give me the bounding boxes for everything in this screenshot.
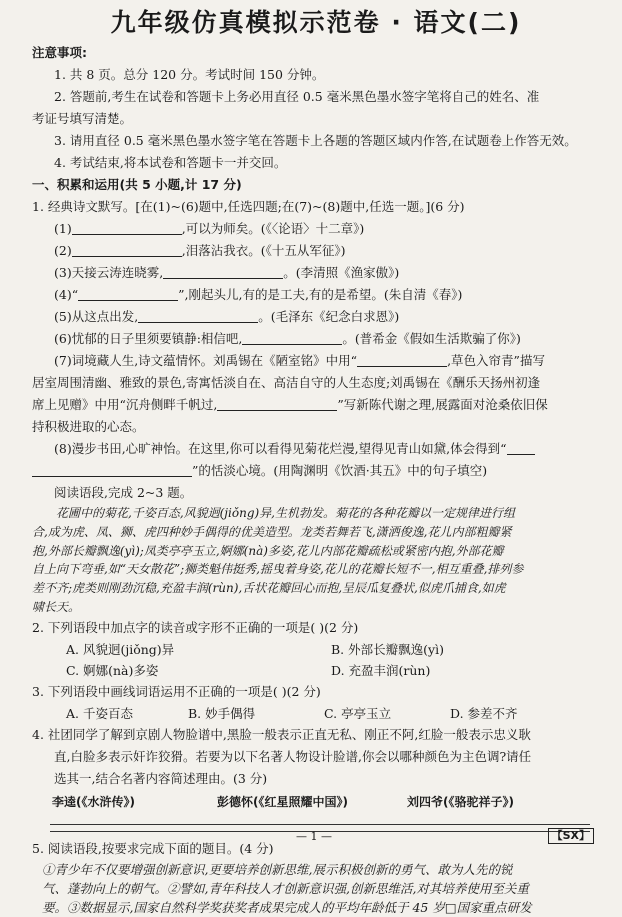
option-d[interactable]: D. 充盈丰润(rùn): [331, 662, 431, 678]
notice-line: 4. 考试结束,将本试卷和答题卡一并交回。: [54, 155, 287, 170]
passage-line: 花圃中的菊花,千姿百态,风貌迥(jiǒng)异,生机勃发。菊花的各种花瓣以一定规律进行组: [56, 506, 516, 520]
answer-blank[interactable]: [72, 243, 182, 257]
character-list: [32, 790, 600, 814]
fill-item: (7)词境藏人生,诗文蕴情怀。刘禹锡在《陋室铭》中用“ ,草色入帘青”描写: [54, 353, 545, 368]
option-c[interactable]: C. 婀娜(nà)多姿: [66, 662, 159, 678]
question-5: 5. 阅读语段,按要求完成下面的题目。(4 分): [32, 840, 274, 856]
fill-item: 席上见赠》中用“沉舟侧畔千帆过, ”写新陈代谢之理,展露面对沧桑依旧保: [32, 397, 548, 412]
notice-line: 考证号填写清楚。: [32, 111, 133, 126]
character-item: 李逵(《水浒传》): [52, 794, 135, 809]
question-4-cont: 选其一,结合名著内容简述理由。(3 分): [54, 770, 268, 786]
reading-intro: 阅读语段,完成 2~3 题。: [54, 485, 193, 500]
section-heading: 一、积累和运用(共 5 小题,计 17 分): [32, 177, 242, 192]
notice-line: 2. 答题前,考生在试卷和答题卡上务必用直径 0.5 毫米黑色墨水签字笔将自己的姓名、准: [54, 89, 540, 104]
fill-item: (5)从这点出发, 。(毛泽东《纪念白求恩》): [54, 309, 400, 324]
fill-item: (4)“ ”,刚起头儿,有的是工夫,有的是希望。(朱自清《春》): [54, 287, 463, 302]
question-1: 1. 经典诗文默写。[在(1)~(6)题中,任选四题;在(7)~(8)题中,任选一题。](6 分): [32, 199, 465, 214]
fill-item: (3)天接云涛连晓雾, 。(李清照《渔家傲》): [54, 265, 400, 280]
fill-item: (2) ,泪落沾我衣。(《十五从军征》): [54, 243, 346, 258]
page-number: — 1 —: [296, 830, 332, 843]
text-line: 持积极进取的心态。: [32, 419, 145, 434]
option-b[interactable]: B. 外部长瓣飘逸(yì): [331, 641, 444, 657]
fill-item: (6)忧郁的日子里须要镇静:相信吧, 。(普希金《假如生活欺骗了你》): [54, 331, 521, 346]
option-b[interactable]: B. 妙手偶得: [188, 705, 256, 721]
passage-line: 合,成为虎、凤、狮、虎四种妙手偶得的优美造型。龙类若舞若飞,潇洒俊逸,花儿内部粗瓣紧: [32, 524, 512, 539]
paper-code: 【SX】: [548, 828, 594, 844]
notice-line: 3. 请用直径 0.5 毫米黑色墨水签字笔在答题卡上各题的答题区域内作答,在试题卷上作答无效。: [54, 133, 577, 148]
options-q3: [32, 703, 600, 724]
answer-blank[interactable]: [78, 287, 178, 301]
option-c[interactable]: C. 亭亭玉立: [324, 705, 392, 721]
answer-blank[interactable]: [163, 265, 283, 279]
answer-line[interactable]: [50, 814, 590, 825]
passage-line: 啸长天。: [32, 599, 81, 614]
character-item: 彭德怀(《红星照耀中国》): [217, 794, 348, 809]
options-q2: [32, 639, 600, 660]
option-a[interactable]: A. 风貌迥(jiǒng)异: [66, 641, 175, 657]
answer-blank[interactable]: [242, 331, 342, 345]
answer-blank[interactable]: [507, 441, 535, 455]
page-title: 九年级仿真模拟示范卷 · 语文(二): [110, 8, 522, 37]
passage-line: 自上向下弯垂,如“天女散花”;狮类魁伟挺秀,摇曳着身姿,花儿的花瓣长短不一,相互重叠,排列参: [32, 562, 524, 577]
answer-blank[interactable]: [138, 309, 258, 323]
option-d[interactable]: D. 参差不齐: [450, 705, 518, 721]
question-3: 3. 下列语段中画线词语运用不正确的一项是( )(2 分): [32, 683, 321, 699]
q5-text-line: 气、蓬勃向上的朝气。②譬如,青年科技人才创新意识强,创新思维活,对其培养使用至关重: [42, 880, 529, 896]
fill-item: (1) ,可以为师矣。(《〈论语〉十二章》): [54, 221, 365, 236]
answer-blank[interactable]: [72, 221, 182, 235]
fill-item: ”的恬淡心境。(用陶渊明《饮酒·其五》中的句子填空): [32, 460, 600, 482]
notice-line: 1. 共 8 页。总分 120 分。考试时间 150 分钟。: [54, 67, 325, 82]
passage-line: 差不齐;虎类则刚劲沉稳,充盈丰润(rùn),舌状花瓣回心而抱,呈辰瓜复叠状,似虎爪捕食,如虎: [32, 581, 506, 596]
passage-line: 抱,外部长瓣飘逸(yì);凤类亭亭玉立,婀娜(nà)多姿,花儿内部花瓣疏松或紧密内抱,外部花瓣: [32, 543, 504, 558]
q5-text-line: 要。③数据显示,国家自然科学奖获奖者成果完成人的平均年龄低于 45 岁□国家重点研发: [42, 899, 532, 915]
answer-blank[interactable]: [217, 397, 337, 411]
fill-item: (8)漫步书田,心旷神怡。在这里,你可以看得见菊花烂漫,望得见青山如黛,体会得到“: [32, 438, 600, 460]
question-4: 4. 社团同学了解到京剧人物脸谱中,黑脸一般表示正直无私、刚正不阿,红脸一般表示忠义耿: [32, 726, 531, 742]
option-a[interactable]: A. 千姿百态: [66, 705, 133, 721]
options-q2: [32, 660, 600, 681]
notice-heading: 注意事项:: [32, 45, 87, 60]
character-item: 刘四爷(《骆驼祥子》): [407, 794, 514, 809]
text-line: 居室周围清幽、雅致的景色,寄寓恬淡自在、高洁自守的人生态度;刘禹锡在《酬乐天扬州初逢: [32, 375, 541, 390]
question-4-cont: 直,白脸多表示奸诈狡猾。若要为以下名著人物设计脸谱,你会以哪种颜色为主色调?请任: [54, 748, 532, 764]
q5-text-line: ①青少年不仅要增强创新意识,更要培养创新思维,展示积极创新的勇气、敢为人先的锐: [42, 861, 513, 877]
answer-blank[interactable]: [32, 463, 192, 477]
question-2: 2. 下列语段中加点字的读音或字形不正确的一项是( )(2 分): [32, 619, 359, 635]
answer-blank[interactable]: [357, 353, 447, 367]
